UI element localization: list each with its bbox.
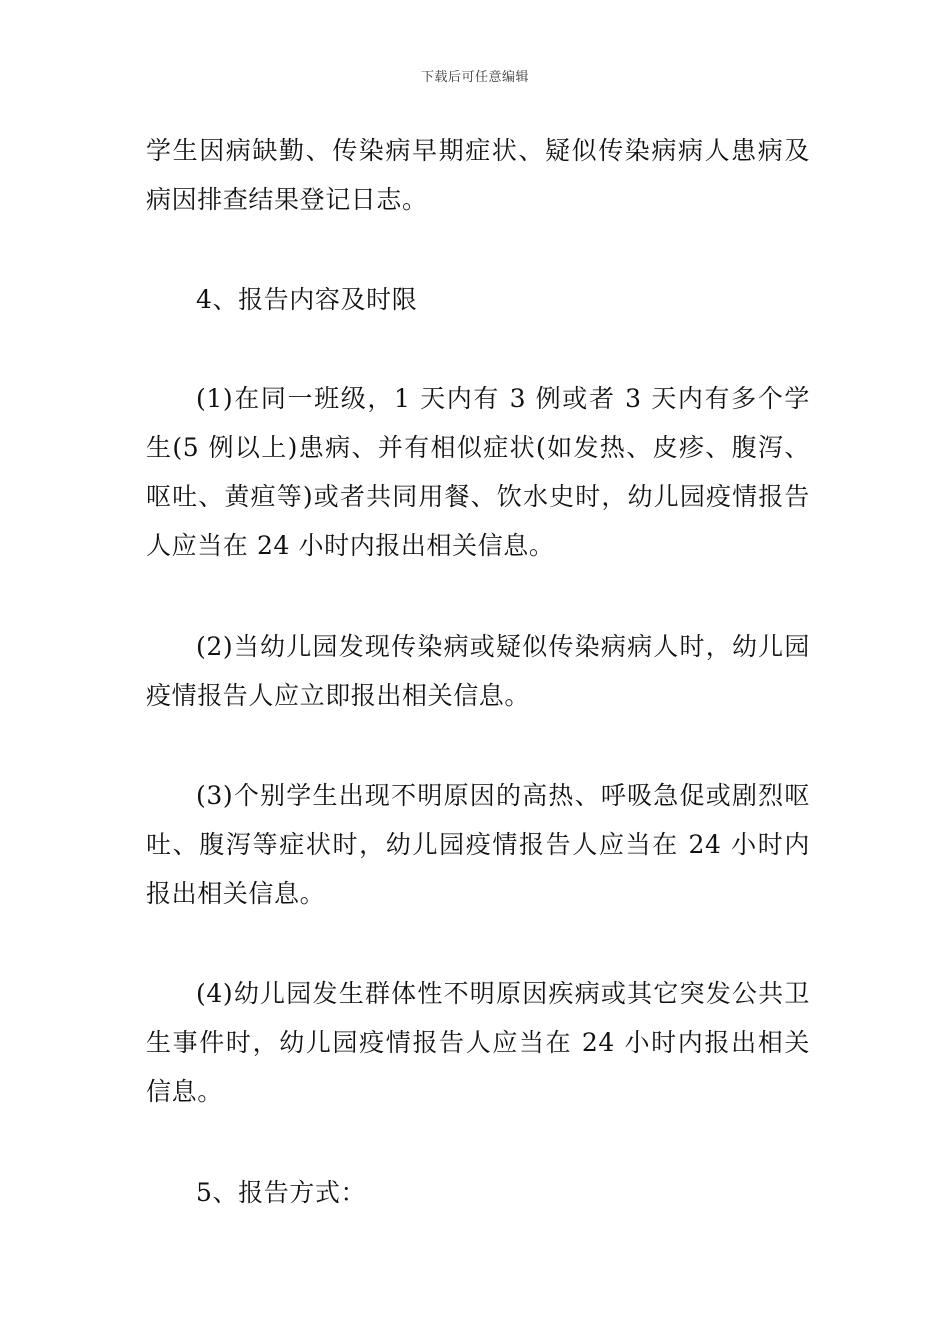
section-heading-report-method: 5、报告方式： bbox=[196, 1178, 367, 1207]
paragraph-item-2: (2)当幼儿园发现传染病或疑似传染病病人时，幼儿园疫情报告人应立即报出相关信息。 bbox=[146, 632, 810, 710]
section-heading-report-content: 4、报告内容及时限 bbox=[196, 285, 418, 314]
header-note: 下载后可任意编辑 bbox=[420, 70, 529, 85]
paragraph-item-3: (3)个别学生出现不明原因的高热、呼吸急促或剧烈呕吐、腹泻等症状时，幼儿园疫情报告人应当在 24 小时内报出相关信息。 bbox=[146, 781, 810, 908]
paragraph-item-1: (1)在同一班级，1 天内有 3 例或者 3 天内有多个学生(5 例以上)患病、并有相似症状(如发热、皮疹、腹泻、呕吐、黄疸等)或者共同用餐、饮水史时，幼儿园疫情报告人应当在 24 小时内报出相关信息。 bbox=[146, 384, 810, 560]
paragraph-log-record: 学生因病缺勤、传染病早期症状、疑似传染病病人患病及病因排查结果登记日志。 bbox=[146, 136, 810, 214]
paragraph-item-4: (4)幼儿园发生群体性不明原因疾病或其它突发公共卫生事件时，幼儿园疫情报告人应当在 24 小时内报出相关信息。 bbox=[146, 979, 810, 1106]
